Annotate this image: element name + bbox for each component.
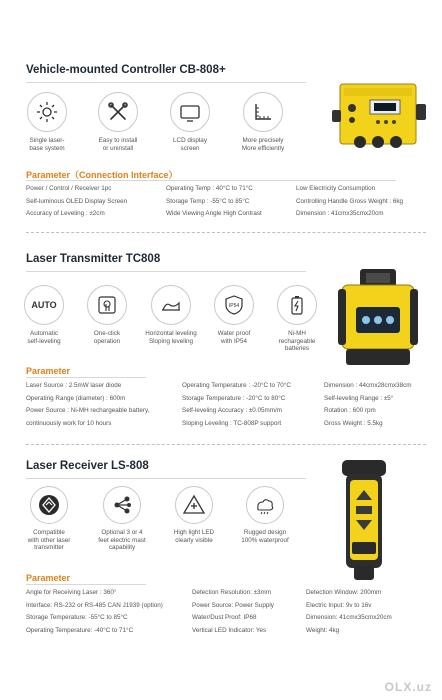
controller-param-col-2 (166, 183, 262, 221)
feature-battery (265, 285, 329, 353)
param-value: Low Electricity Consumption (296, 185, 376, 192)
feature-led (162, 486, 226, 544)
transmitter-title-divider (26, 271, 306, 272)
rugged-icon (253, 493, 277, 517)
feature-label: Automatic self-leveling (27, 330, 61, 345)
feature-easy-install (86, 92, 150, 152)
receiver-section (0, 446, 442, 700)
param-value: Weight: 4kg (306, 626, 340, 634)
param-value: Detection Resolution: ±3mm (192, 589, 272, 596)
param-value: Storage Temp : -55°C to 85°C (166, 197, 250, 205)
ip54-badge: IP54 (228, 303, 240, 309)
param-value: Storage Temperature : -20°C to 80°C (182, 394, 286, 402)
leveling-icon (159, 293, 183, 317)
led-icon (182, 493, 206, 517)
receiver-param-heading (26, 573, 70, 583)
param-value: Self-leveling Range : ±5° (324, 394, 394, 402)
feature-label: Water proof with IP54 (217, 330, 251, 345)
param-value: Dimension : 41cmx35cmx20cm (296, 210, 384, 217)
param-value: Interface: RS-232 or RS-485 CAN J1939 (option) (26, 601, 163, 609)
param-value: Rotation : 600 rpm (324, 407, 376, 414)
param-value: Dimension : 44cmx28cmx38cm (324, 382, 412, 389)
controller-title-divider (26, 82, 306, 83)
param-value: continuously work for 10 hours (26, 419, 112, 427)
param-value: Gross Weight : 5.5kg (324, 419, 383, 427)
feature-label: High light LED clearly visible (173, 529, 215, 544)
controller-param-divider (26, 180, 396, 181)
feature-single-laser (15, 92, 79, 152)
transmitter-param-col-1 (26, 380, 149, 430)
feature-lcd (158, 92, 222, 152)
sun-icon (35, 100, 59, 124)
receiver-title: Laser Receiver LS-808 (26, 460, 149, 472)
feature-label: Ni-MH rechargeable batteries (278, 330, 316, 353)
receiver-product-image (336, 458, 392, 582)
feature-rugged (233, 486, 297, 544)
watermark-logo: OLX.uz (384, 680, 432, 694)
transmitter-param-heading (26, 366, 70, 376)
feature-one-click (75, 285, 139, 345)
feature-label: One-click operation (93, 330, 121, 345)
ruler-icon (251, 100, 275, 124)
feature-label: More precisely More efficiently (241, 137, 285, 152)
param-value: Power Source: Power Supply (192, 601, 274, 609)
transmitter-param-col-3 (324, 380, 412, 430)
feature-electric-mast (90, 486, 154, 552)
feature-label: Single laser- base system (29, 137, 65, 152)
param-value: Controlling Handle Gross Weight : 6kg (296, 197, 403, 205)
param-value: Power Source : Ni-MH rechargeable battery, (26, 407, 150, 414)
feature-auto-leveling (12, 285, 76, 345)
feature-leveling-modes (139, 285, 203, 345)
param-title: Parameter (26, 573, 71, 583)
param-value: Operating Temperature : -20°C to 70°C (182, 382, 291, 389)
param-title: Parameter (26, 170, 71, 180)
param-value: Operating Temperature: -40°C to 71°C (26, 626, 134, 634)
feature-compatible (17, 486, 81, 552)
param-value: Self-luminous OLED Display Screen (26, 197, 128, 205)
receiver-param-col-1 (26, 587, 163, 637)
param-value: Detection Window: 200mm (306, 589, 382, 596)
param-value: Sloping Leveling : TC-808P support (182, 419, 282, 427)
param-value: Operating Temp : 40°C to 71°C (166, 185, 253, 192)
section-divider (26, 444, 426, 445)
param-title: Parameter (26, 366, 71, 376)
transmitter-param-col-2 (182, 380, 291, 430)
battery-icon (285, 293, 309, 317)
waterproof-icon (222, 293, 246, 317)
transmitter-title: Laser Transmitter TC808 (26, 253, 161, 265)
param-value: Electric Input: 9v to 16v (306, 601, 372, 609)
param-value: Dimension: 41cmx35cmx20cm (306, 614, 392, 621)
feature-label: Horizontal leveling Sloping leveling (145, 330, 197, 345)
param-value: Laser Source : 2.5mW laser diode (26, 382, 122, 389)
receiver-title-divider (26, 478, 306, 479)
feature-label: Optional 3 or 4 feet electric mast capability (98, 529, 146, 552)
controller-title: Vehicle-mounted Controller CB-808+ (26, 64, 226, 76)
receiver-param-col-3 (306, 587, 392, 637)
compatible-icon (37, 493, 61, 517)
param-value: Storage Temperature: -55°C to 85°C (26, 614, 128, 621)
controller-product-image (330, 80, 430, 160)
transmitter-section (0, 235, 442, 445)
param-value: Accuracy of Leveling : ±2cm (26, 210, 105, 217)
feature-waterproof (202, 285, 266, 345)
tools-icon (106, 100, 130, 124)
feature-label: Compatible with other laser transmitter (27, 529, 71, 552)
receiver-param-col-2 (192, 587, 274, 637)
param-value: Self-leveling Accuracy : ±0.05mm/m (182, 407, 283, 414)
feature-label: Rugged design 100% waterproof (241, 529, 289, 544)
receiver-param-divider (26, 584, 146, 585)
param-value: Wide Viewing Angle High Contrast (166, 210, 262, 217)
auto-icon: AUTO (31, 300, 57, 310)
transmitter-param-divider (26, 377, 146, 378)
param-subtitle: （Connection Interface） (70, 170, 178, 180)
param-value: Angle for Receiving Laser : 360° (26, 589, 117, 596)
feature-label: LCD display screen (173, 137, 207, 152)
feature-label: Easy to install or uninstall (98, 137, 138, 152)
section-divider (26, 232, 426, 233)
controller-section (0, 0, 442, 235)
param-value: Power / Control / Receiver 1pc (26, 185, 112, 192)
touch-icon (95, 293, 119, 317)
mast-icon (110, 493, 134, 517)
param-value: Water/Dust Proof: IP68 (192, 614, 257, 621)
feature-precise (231, 92, 295, 152)
param-value: Vertical LED Indicator: Yes (192, 626, 267, 634)
param-value: Operating Range (diameter) : 600m (26, 394, 126, 402)
controller-param-col-3 (296, 183, 403, 221)
controller-param-col-1 (26, 183, 127, 221)
display-icon (178, 100, 202, 124)
transmitter-product-image (336, 265, 420, 371)
